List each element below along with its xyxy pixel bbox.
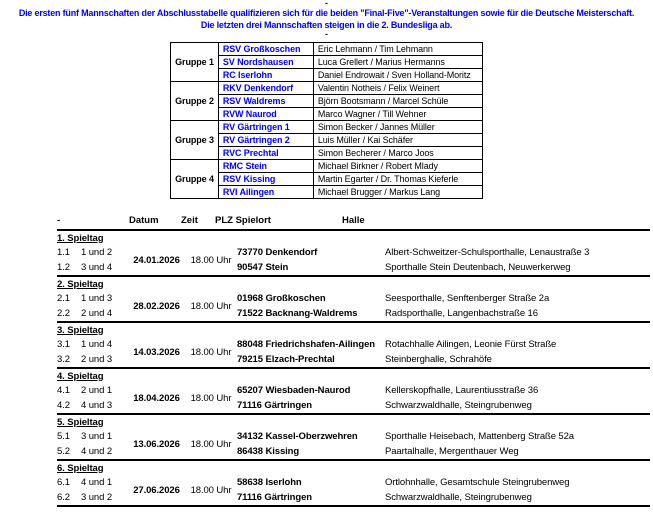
match-location: 34132 Kassel-Oberzwehren [237, 431, 358, 442]
header-dash: - [57, 215, 61, 226]
group-row [171, 134, 483, 147]
matchday-section [57, 460, 650, 506]
match-number: 4.2 [57, 398, 81, 414]
group-row [171, 69, 483, 82]
team-players: Simon Becherer / Marco Joos [313, 147, 482, 160]
team-players: Simon Becker / Jannes Müller [313, 121, 482, 134]
match-date: 14.03.2026 [128, 337, 185, 368]
match-number: 5.1 [57, 431, 70, 442]
header-zeit: Zeit [181, 215, 198, 226]
group-row [171, 108, 483, 121]
schedule-row [57, 291, 650, 306]
team-name-link[interactable]: SV Nordshausen [218, 56, 313, 69]
header-datum: Datum [129, 215, 159, 226]
match-time: 18.00 Uhr [185, 337, 237, 368]
team-name-link[interactable]: RVW Naurod [218, 108, 313, 121]
match-time: 18.00 Uhr [185, 291, 237, 322]
team-players: Michael Birkner / Robert Mlady [313, 160, 482, 173]
match-location: 73770 Denkendorf [237, 247, 318, 258]
match-hall: Kellerskopfhalle, Laurentiusstraße 36 [385, 385, 539, 396]
match-number: 3.2 [57, 352, 81, 368]
matchday-section [57, 322, 650, 368]
team-name-link[interactable]: RV Gärtringen 1 [218, 121, 313, 134]
groups-table [170, 42, 483, 199]
match-pairing: 1 und 3 [81, 293, 112, 304]
match-location: 71116 Gärtringen [237, 398, 385, 414]
match-hall: Rotachhalle Ailingen, Leonie Fürst Straße [385, 339, 557, 350]
match-number: 1.2 [57, 260, 81, 276]
match-date: 18.04.2026 [128, 383, 185, 414]
top-separator-dash: - [325, 0, 328, 8]
header-halle: Halle [342, 215, 365, 226]
match-time: 18.00 Uhr [185, 245, 237, 276]
match-hall: Albert-Schweitzer-Schulsporthalle, Lenaustraße 3 [385, 247, 590, 258]
matchday-title: 2. Spieltag [57, 278, 104, 290]
team-name-link[interactable]: RSV Großkoschen [218, 43, 313, 56]
match-number: 3.1 [57, 339, 70, 350]
matchday-section [57, 414, 650, 460]
match-number: 2.1 [57, 293, 70, 304]
team-players: Luca Grellert / Marius Hermanns [313, 56, 482, 69]
schedule-row [57, 429, 650, 444]
match-number: 2.2 [57, 306, 81, 322]
match-location: 79215 Elzach-Prechtal [237, 352, 385, 368]
team-name-link[interactable]: RSV Waldrems [218, 95, 313, 108]
match-date: 13.06.2026 [128, 429, 185, 460]
match-pairing: 2 und 3 [81, 352, 128, 368]
match-date: 28.02.2026 [128, 291, 185, 322]
match-location: 90547 Stein [237, 260, 385, 276]
schedule-table [57, 214, 650, 507]
group-row [171, 43, 483, 56]
match-hall: Sporthalle Stein Deutenbach, Neuwerkerweg [385, 260, 650, 276]
matchday-section [57, 231, 650, 276]
match-hall: Ortlohnhalle, Gesamtschule Steingrubenweg [385, 477, 570, 488]
team-name-link[interactable]: RMC Stein [218, 160, 313, 173]
match-location: 65207 Wiesbaden-Naurod [237, 385, 351, 396]
match-hall: Paartalhalle, Mergenthauer Weg [385, 444, 650, 460]
team-players: Valentin Notheis / Felix Weinert [313, 82, 482, 95]
match-pairing: 1 und 2 [81, 247, 112, 258]
match-hall: Sporthalle Heisebach, Mattenberg Straße 52a [385, 431, 574, 442]
schedule-header-row [57, 214, 650, 231]
match-date: 27.06.2026 [128, 475, 185, 506]
match-location: 01968 Großkoschen [237, 293, 326, 304]
match-date: 24.01.2026 [128, 245, 185, 276]
match-pairing: 4 und 2 [81, 444, 128, 460]
match-hall: Radsporthalle, Langenbachstraße 16 [385, 306, 650, 322]
team-name-link[interactable]: RC Iserlohn [218, 69, 313, 82]
team-name-link[interactable]: RVC Prechtal [218, 147, 313, 160]
group-label: Gruppe 4 [171, 160, 219, 199]
match-pairing: 3 und 4 [81, 260, 128, 276]
matchday-section [57, 276, 650, 322]
group-row [171, 56, 483, 69]
match-pairing: 3 und 2 [81, 490, 128, 506]
match-hall: Schwarzwaldhalle, Steingrubenweg [385, 490, 650, 506]
schedule-row [57, 337, 650, 352]
match-hall: Seesporthalle, Senftenberger Straße 2a [385, 293, 550, 304]
team-players: Luis Müller / Kai Schäfer [313, 134, 482, 147]
team-name-link[interactable]: RV Gärtringen 2 [218, 134, 313, 147]
match-number: 6.1 [57, 477, 70, 488]
match-location: 86438 Kissing [237, 444, 385, 460]
matchday-title: 1. Spieltag [57, 232, 104, 244]
group-row [171, 82, 483, 95]
matchday-title: 6. Spieltag [57, 462, 104, 474]
intro-line-1: Die ersten fünf Mannschaften der Abschlusstabelle qualifizieren sich für die beiden "Final-Five"-Veranstaltungen sowie für die Deutsche Meisterschaft. [18, 8, 635, 18]
match-number: 1.1 [57, 247, 70, 258]
match-hall: Schwarzwaldhalle, Steingrubenweg [385, 398, 650, 414]
match-time: 18.00 Uhr [185, 429, 237, 460]
matchday-section [57, 368, 650, 414]
match-location: 58638 Iserlohn [237, 477, 302, 488]
match-number: 6.2 [57, 490, 81, 506]
match-pairing: 4 und 1 [81, 477, 112, 488]
team-players: Michael Brugger / Markus Lang [313, 186, 482, 199]
mid-separator-dash: - [325, 29, 328, 39]
group-row [171, 121, 483, 134]
match-time: 18.00 Uhr [185, 383, 237, 414]
matchday-title: 4. Spieltag [57, 370, 104, 382]
match-pairing: 3 und 1 [81, 431, 112, 442]
match-location: 71116 Gärtringen [237, 490, 385, 506]
match-pairing: 2 und 4 [81, 306, 128, 322]
team-players: Daniel Endrowait / Sven Holland-Moritz [313, 69, 482, 82]
group-row [171, 186, 483, 199]
match-time: 18.00 Uhr [185, 475, 237, 506]
group-label: Gruppe 1 [171, 43, 219, 82]
matchday-title: 5. Spieltag [57, 416, 104, 428]
team-name-link[interactable]: RVI Ailingen [218, 186, 313, 199]
schedule-row [57, 245, 650, 260]
match-location: 88048 Friedrichshafen-Ailingen [237, 339, 375, 350]
match-hall: Steinberghalle, Schrahöfe [385, 352, 650, 368]
team-name-link[interactable]: RKV Denkendorf [218, 82, 313, 95]
team-players: Eric Lehmann / Tim Lehmann [313, 43, 482, 56]
team-players: Marco Wagner / Till Wehner [313, 108, 482, 121]
matchday-title: 3. Spieltag [57, 324, 104, 336]
intro-line-2: Die letzten drei Mannschaften steigen in die 2. Bundesliga ab. [200, 20, 453, 30]
schedule-row [57, 475, 650, 490]
match-pairing: 4 und 3 [81, 398, 128, 414]
match-number: 5.2 [57, 444, 81, 460]
group-row [171, 173, 483, 186]
group-row [171, 160, 483, 173]
group-row [171, 95, 483, 108]
match-number: 4.1 [57, 385, 70, 396]
group-label: Gruppe 3 [171, 121, 219, 160]
match-pairing: 2 und 1 [81, 385, 112, 396]
match-pairing: 1 und 4 [81, 339, 112, 350]
schedule-row [57, 383, 650, 398]
group-label: Gruppe 2 [171, 82, 219, 121]
header-plz-spielort: PLZ Spielort [215, 215, 271, 226]
team-players: Martin Egarter / Dr. Thomas Kieferle [313, 173, 482, 186]
team-players: Björn Bootsmann / Marcel Schüle [313, 95, 482, 108]
group-row [171, 147, 483, 160]
match-location: 71522 Backnang-Waldrems [237, 306, 385, 322]
team-name-link[interactable]: RSV Kissing [218, 173, 313, 186]
